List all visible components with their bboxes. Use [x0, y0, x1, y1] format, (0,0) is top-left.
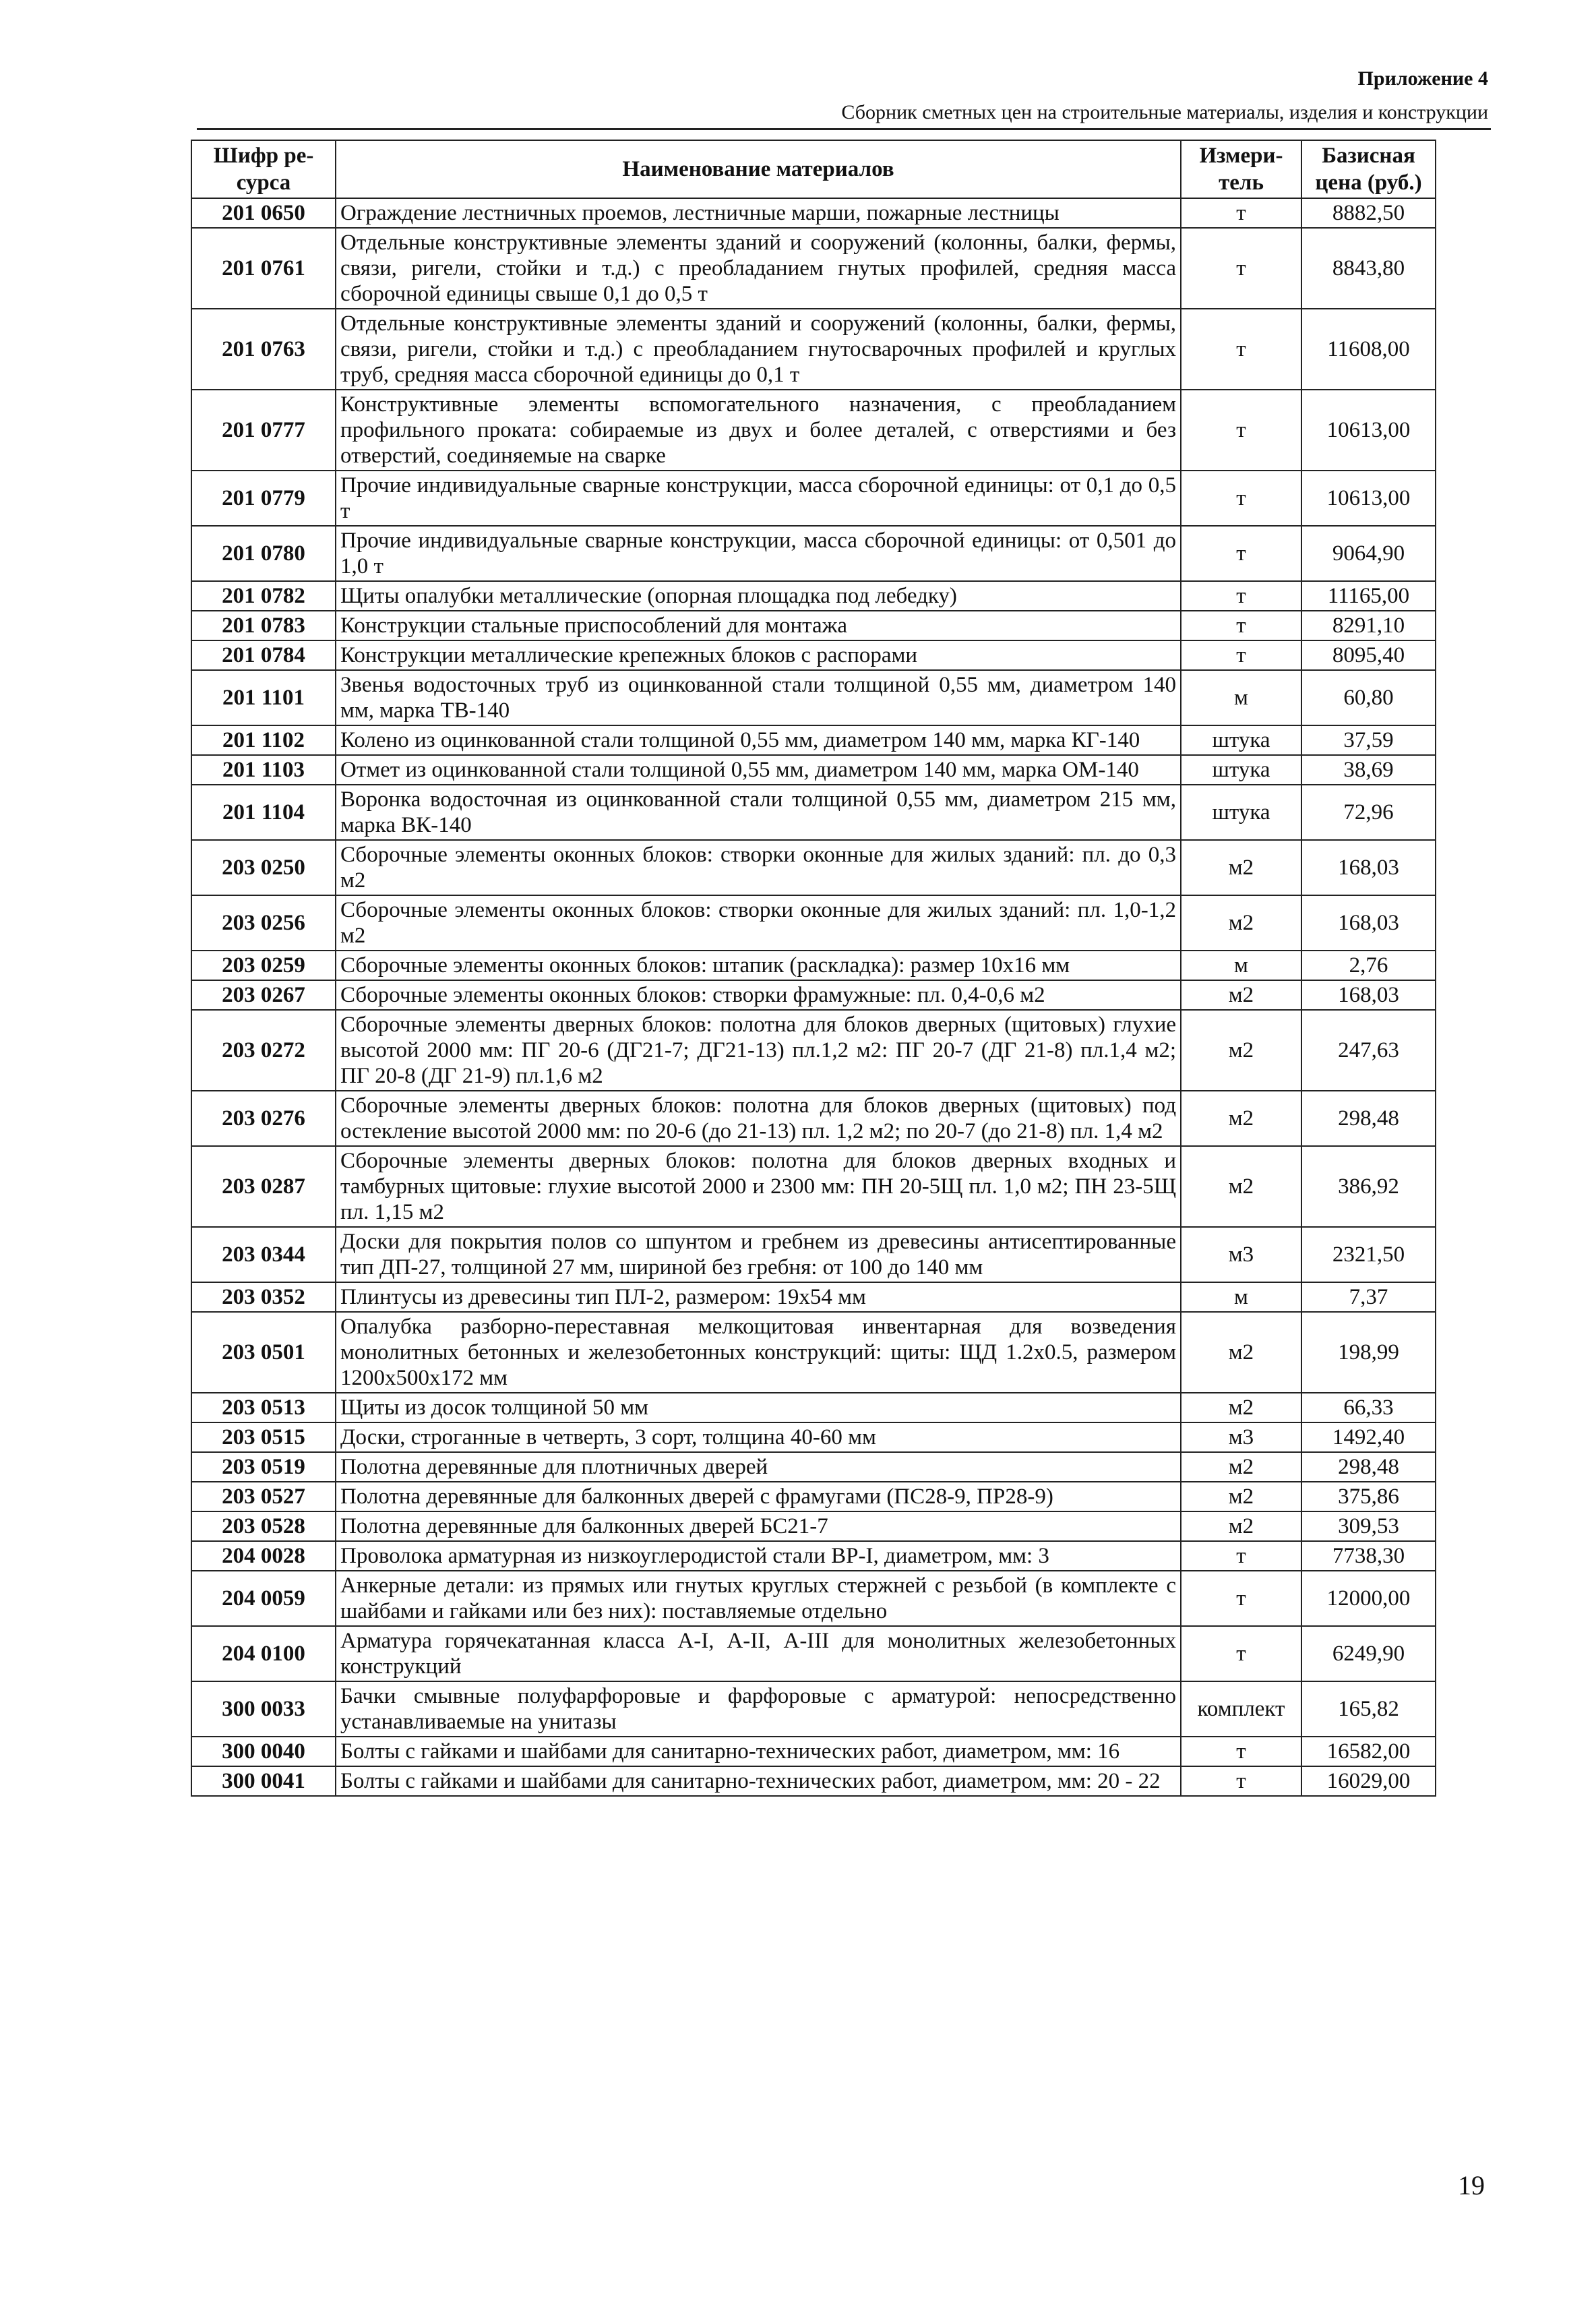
base-price-cell: 38,69 — [1301, 755, 1436, 785]
material-name-cell: Прочие индивидуальные сварные конструкции, масса сборочной единицы: от 0,501 до 1,0 т — [336, 526, 1181, 581]
unit-cell: м — [1181, 951, 1301, 980]
unit-cell: т — [1181, 198, 1301, 228]
material-name-cell: Отдельные конструктивные элементы зданий и сооружений (колонны, балки, фермы, связи, ригели, стойки и т.д.) с преобладанием гнутых профилей, средняя масса сборочной единицы свыше 0,1 до 0,5 т — [336, 228, 1181, 309]
material-name-cell: Анкерные детали: из прямых или гнутых круглых стержней с резьбой (в комплекте с шайбами и гайками или без них): поставляемые отдельно — [336, 1571, 1181, 1626]
resource-code-cell: 203 0344 — [191, 1227, 336, 1282]
base-price-cell: 386,92 — [1301, 1146, 1436, 1227]
table-row — [191, 390, 1436, 471]
resource-code-cell: 203 0259 — [191, 951, 336, 980]
unit-cell: т — [1181, 640, 1301, 670]
base-price-cell: 10613,00 — [1301, 390, 1436, 471]
base-price-cell: 8882,50 — [1301, 198, 1436, 228]
table-row — [191, 980, 1436, 1010]
resource-code-cell: 201 0763 — [191, 309, 336, 390]
unit-cell: м2 — [1181, 1010, 1301, 1091]
unit-cell: м3 — [1181, 1422, 1301, 1452]
unit-cell: т — [1181, 1571, 1301, 1626]
unit-cell: м — [1181, 1282, 1301, 1312]
resource-code-cell: 201 0783 — [191, 611, 336, 640]
table-row — [191, 581, 1436, 611]
material-name-cell: Колено из оцинкованной стали толщиной 0,55 мм, диаметром 140 мм, марка КГ-140 — [336, 725, 1181, 755]
base-price-cell: 37,59 — [1301, 725, 1436, 755]
unit-cell: м2 — [1181, 1511, 1301, 1541]
material-name-cell: Болты с гайками и шайбами для санитарно-технических работ, диаметром, мм: 16 — [336, 1737, 1181, 1766]
resource-code-cell: 201 1104 — [191, 785, 336, 840]
table-row — [191, 951, 1436, 980]
base-price-cell: 9064,90 — [1301, 526, 1436, 581]
base-price-cell: 16029,00 — [1301, 1766, 1436, 1796]
base-price-cell: 168,03 — [1301, 980, 1436, 1010]
table-row — [191, 1541, 1436, 1571]
table-row — [191, 755, 1436, 785]
resource-code-cell: 201 0777 — [191, 390, 336, 471]
base-price-cell: 66,33 — [1301, 1393, 1436, 1422]
base-price-cell: 12000,00 — [1301, 1571, 1436, 1626]
table-row — [191, 228, 1436, 309]
collection-subtitle: Сборник сметных цен на строительные материалы, изделия и конструкции — [841, 101, 1488, 123]
unit-cell: т — [1181, 228, 1301, 309]
base-price-cell: 375,86 — [1301, 1482, 1436, 1511]
material-name-cell: Плинтусы из древесины тип ПЛ-2, размером: 19х54 мм — [336, 1282, 1181, 1312]
resource-code-cell: 203 0352 — [191, 1282, 336, 1312]
table-row — [191, 611, 1436, 640]
base-price-cell: 6249,90 — [1301, 1626, 1436, 1681]
table-row — [191, 670, 1436, 725]
unit-cell: м — [1181, 670, 1301, 725]
table-body — [191, 198, 1436, 1796]
resource-code-cell: 203 0501 — [191, 1312, 336, 1393]
material-name-cell: Сборочные элементы оконных блоков: штапик (раскладка): размер 10х16 мм — [336, 951, 1181, 980]
base-price-cell: 1492,40 — [1301, 1422, 1436, 1452]
unit-cell: м2 — [1181, 1393, 1301, 1422]
base-price-cell: 7,37 — [1301, 1282, 1436, 1312]
resource-code-cell: 204 0028 — [191, 1541, 336, 1571]
material-name-cell: Сборочные элементы дверных блоков: полотна для блоков дверных входных и тамбурных щитовые: глухие высотой 2000 и 2300 мм: ПН 20-5Щ пл. 1,0 м2; ПН 23-5Щ пл. 1,15 м2 — [336, 1146, 1181, 1227]
resource-code-cell: 201 0782 — [191, 581, 336, 611]
table-row — [191, 785, 1436, 840]
material-name-cell: Доски, строганные в четверть, 3 сорт, толщина 40-60 мм — [336, 1422, 1181, 1452]
material-name-cell: Полотна деревянные для балконных дверей с фрамугами (ПС28-9, ПР28-9) — [336, 1482, 1181, 1511]
table-row — [191, 1452, 1436, 1482]
base-price-cell: 8095,40 — [1301, 640, 1436, 670]
table-row — [191, 1227, 1436, 1282]
material-name-cell: Ограждение лестничных проемов, лестничные марши, пожарные лестницы — [336, 198, 1181, 228]
unit-cell: м2 — [1181, 1146, 1301, 1227]
base-price-cell: 7738,30 — [1301, 1541, 1436, 1571]
base-price-cell: 8843,80 — [1301, 228, 1436, 309]
material-name-cell: Щиты из досок толщиной 50 мм — [336, 1393, 1181, 1422]
base-price-cell: 2,76 — [1301, 951, 1436, 980]
resource-code-cell: 300 0041 — [191, 1766, 336, 1796]
header-row — [191, 140, 1436, 198]
base-price-cell: 60,80 — [1301, 670, 1436, 725]
material-name-cell: Конструкции металлические крепежных блоков с распорами — [336, 640, 1181, 670]
resource-code-cell: 201 1102 — [191, 725, 336, 755]
unit-cell: м2 — [1181, 1482, 1301, 1511]
column-header-code: Шифр ре-сурса — [191, 140, 336, 198]
header-rule — [197, 128, 1491, 130]
material-name-cell: Проволока арматурная из низкоуглеродистой стали ВР-I, диаметром, мм: 3 — [336, 1541, 1181, 1571]
base-price-cell: 298,48 — [1301, 1452, 1436, 1482]
unit-cell: штука — [1181, 725, 1301, 755]
resource-code-cell: 201 0784 — [191, 640, 336, 670]
material-name-cell: Конструктивные элементы вспомогательного назначения, с преобладанием профильного проката: собираемые из двух и более деталей, с отверстиями и без отверстий, соединяемые на сварке — [336, 390, 1181, 471]
material-name-cell: Звенья водосточных труб из оцинкованной стали толщиной 0,55 мм, диаметром 140 мм, марка ТВ-140 — [336, 670, 1181, 725]
base-price-cell: 10613,00 — [1301, 471, 1436, 526]
unit-cell: т — [1181, 526, 1301, 581]
unit-cell: т — [1181, 1626, 1301, 1681]
prices-table — [191, 140, 1436, 1797]
table-row — [191, 1571, 1436, 1626]
resource-code-cell: 201 0650 — [191, 198, 336, 228]
table-row — [191, 1091, 1436, 1146]
material-name-cell: Конструкции стальные приспособлений для монтажа — [336, 611, 1181, 640]
resource-code-cell: 300 0040 — [191, 1737, 336, 1766]
appendix-title: Приложение 4 — [1357, 67, 1488, 90]
table-row — [191, 640, 1436, 670]
table-row — [191, 309, 1436, 390]
resource-code-cell: 201 0780 — [191, 526, 336, 581]
resource-code-cell: 203 0272 — [191, 1010, 336, 1091]
table-row — [191, 198, 1436, 228]
table-row — [191, 1681, 1436, 1737]
table-row — [191, 1282, 1436, 1312]
column-header-name: Наименование материалов — [336, 140, 1181, 198]
unit-cell: т — [1181, 390, 1301, 471]
resource-code-cell: 203 0515 — [191, 1422, 336, 1452]
material-name-cell: Полотна деревянные для балконных дверей БС21-7 — [336, 1511, 1181, 1541]
material-name-cell: Сборочные элементы дверных блоков: полотна для блоков дверных (щитовых) глухие высотой 2000 мм: ПГ 20-6 (ДГ21-7; ДГ21-13) пл.1,2 м2: ПГ 20-7 (ДГ 21-8) пл.1,4 м2; ПГ 20-8 (ДГ 21-9) пл.1,6 м2 — [336, 1010, 1181, 1091]
resource-code-cell: 203 0267 — [191, 980, 336, 1010]
table-row — [191, 1482, 1436, 1511]
material-name-cell: Прочие индивидуальные сварные конструкции, масса сборочной единицы: от 0,1 до 0,5 т — [336, 471, 1181, 526]
resource-code-cell: 203 0513 — [191, 1393, 336, 1422]
unit-cell: м2 — [1181, 840, 1301, 895]
material-name-cell: Воронка водосточная из оцинкованной стали толщиной 0,55 мм, диаметром 215 мм, марка ВК-140 — [336, 785, 1181, 840]
unit-cell: т — [1181, 581, 1301, 611]
table-row — [191, 1010, 1436, 1091]
resource-code-cell: 203 0527 — [191, 1482, 336, 1511]
resource-code-cell: 204 0100 — [191, 1626, 336, 1681]
material-name-cell: Щиты опалубки металлические (опорная площадка под лебедку) — [336, 581, 1181, 611]
resource-code-cell: 203 0256 — [191, 895, 336, 951]
base-price-cell: 247,63 — [1301, 1010, 1436, 1091]
table-row — [191, 1393, 1436, 1422]
table-row — [191, 725, 1436, 755]
unit-cell: т — [1181, 309, 1301, 390]
resource-code-cell: 203 0287 — [191, 1146, 336, 1227]
base-price-cell: 168,03 — [1301, 840, 1436, 895]
material-name-cell: Сборочные элементы дверных блоков: полотна для блоков дверных (щитовых) под остекление высотой 2000 мм: по 20-6 (до 21-13) пл. 1,2 м2; по 20-7 (до 21-8) пл. 1,4 м2 — [336, 1091, 1181, 1146]
resource-code-cell: 201 1103 — [191, 755, 336, 785]
material-name-cell: Полотна деревянные для плотничных дверей — [336, 1452, 1181, 1482]
unit-cell: т — [1181, 1766, 1301, 1796]
resource-code-cell: 203 0250 — [191, 840, 336, 895]
table-header — [191, 140, 1436, 198]
material-name-cell: Болты с гайками и шайбами для санитарно-технических работ, диаметром, мм: 20 - 22 — [336, 1766, 1181, 1796]
unit-cell: т — [1181, 611, 1301, 640]
resource-code-cell: 300 0033 — [191, 1681, 336, 1737]
material-name-cell: Опалубка разборно-переставная мелкощитовая инвентарная для возведения монолитных бетонных и железобетонных конструкций: щиты: ЩД 1.2х0.5, размером 1200х500х172 мм — [336, 1312, 1181, 1393]
base-price-cell: 16582,00 — [1301, 1737, 1436, 1766]
material-name-cell: Сборочные элементы оконных блоков: створки фрамужные: пл. 0,4-0,6 м2 — [336, 980, 1181, 1010]
base-price-cell: 198,99 — [1301, 1312, 1436, 1393]
table-row — [191, 471, 1436, 526]
page-number: 19 — [1458, 2170, 1485, 2200]
column-header-unit: Измери-тель — [1181, 140, 1301, 198]
unit-cell: м2 — [1181, 895, 1301, 951]
base-price-cell: 168,03 — [1301, 895, 1436, 951]
table-row — [191, 840, 1436, 895]
unit-cell: м2 — [1181, 1312, 1301, 1393]
material-name-cell: Отмет из оцинкованной стали толщиной 0,55 мм, диаметром 140 мм, марка ОМ-140 — [336, 755, 1181, 785]
base-price-cell: 11165,00 — [1301, 581, 1436, 611]
base-price-cell: 72,96 — [1301, 785, 1436, 840]
material-name-cell: Сборочные элементы оконных блоков: створки оконные для жилых зданий: пл. 1,0-1,2 м2 — [336, 895, 1181, 951]
resource-code-cell: 203 0519 — [191, 1452, 336, 1482]
resource-code-cell: 201 0761 — [191, 228, 336, 309]
material-name-cell: Доски для покрытия полов со шпунтом и гребнем из древесины антисептированные тип ДП-27, толщиной 27 мм, шириной без гребня: от 100 до 140 мм — [336, 1227, 1181, 1282]
unit-cell: т — [1181, 1737, 1301, 1766]
column-header-price: Базисная цена (руб.) — [1301, 140, 1436, 198]
table-row — [191, 1422, 1436, 1452]
material-name-cell: Бачки смывные полуфарфоровые и фарфоровые с арматурой: непосредственно устанавливаемые на унитазы — [336, 1681, 1181, 1737]
unit-cell: м2 — [1181, 980, 1301, 1010]
table-row — [191, 895, 1436, 951]
material-name-cell: Сборочные элементы оконных блоков: створки оконные для жилых зданий: пл. до 0,3 м2 — [336, 840, 1181, 895]
resource-code-cell: 203 0276 — [191, 1091, 336, 1146]
unit-cell: т — [1181, 471, 1301, 526]
table-row — [191, 526, 1436, 581]
table-row — [191, 1312, 1436, 1393]
table-row — [191, 1511, 1436, 1541]
unit-cell: м2 — [1181, 1452, 1301, 1482]
unit-cell: штука — [1181, 785, 1301, 840]
unit-cell: м3 — [1181, 1227, 1301, 1282]
unit-cell: м2 — [1181, 1091, 1301, 1146]
base-price-cell: 165,82 — [1301, 1681, 1436, 1737]
material-name-cell: Арматура горячекатанная класса А-I, А-II, А-III для монолитных железобетонных конструкций — [336, 1626, 1181, 1681]
base-price-cell: 298,48 — [1301, 1091, 1436, 1146]
table-row — [191, 1766, 1436, 1796]
unit-cell: комплект — [1181, 1681, 1301, 1737]
table-row — [191, 1146, 1436, 1227]
base-price-cell: 8291,10 — [1301, 611, 1436, 640]
base-price-cell: 11608,00 — [1301, 309, 1436, 390]
unit-cell: штука — [1181, 755, 1301, 785]
base-price-cell: 309,53 — [1301, 1511, 1436, 1541]
resource-code-cell: 201 0779 — [191, 471, 336, 526]
resource-code-cell: 201 1101 — [191, 670, 336, 725]
table-row — [191, 1737, 1436, 1766]
resource-code-cell: 204 0059 — [191, 1571, 336, 1626]
base-price-cell: 2321,50 — [1301, 1227, 1436, 1282]
material-name-cell: Отдельные конструктивные элементы зданий и сооружений (колонны, балки, фермы, связи, ригели, стойки и т.д.) с преобладанием гнутосварочных профилей и круглых труб, средняя масса сборочной единицы до 0,1 т — [336, 309, 1181, 390]
unit-cell: т — [1181, 1541, 1301, 1571]
table-row — [191, 1626, 1436, 1681]
resource-code-cell: 203 0528 — [191, 1511, 336, 1541]
